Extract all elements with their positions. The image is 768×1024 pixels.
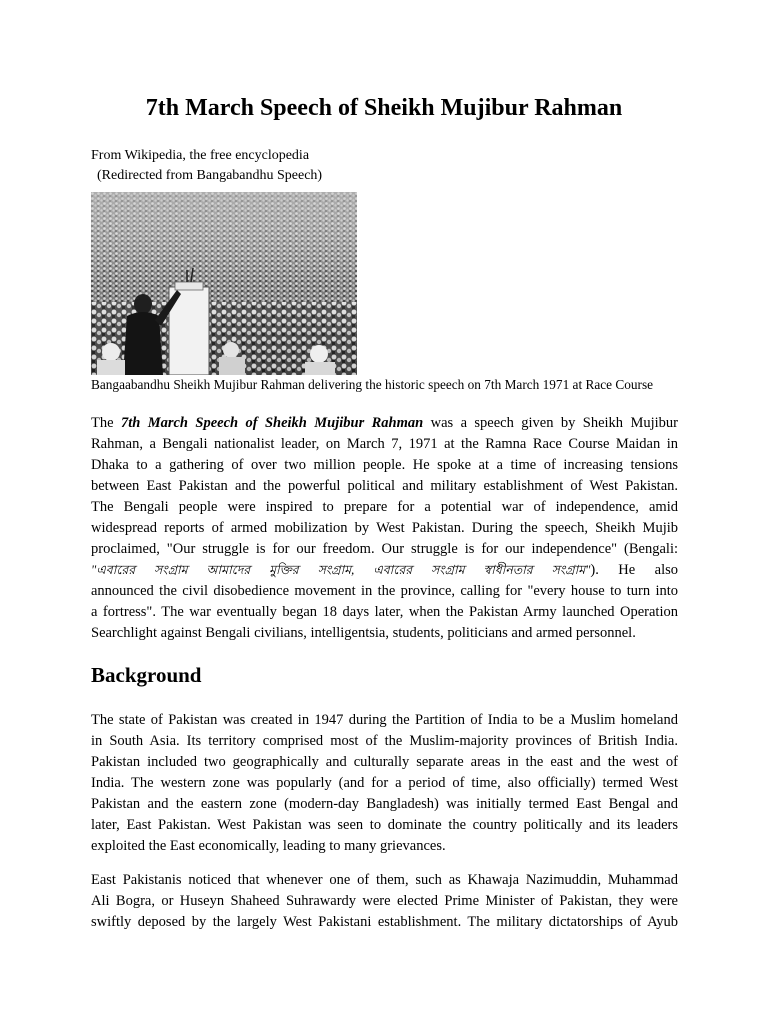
background-line: The state of Pakistan was created in 1947 during the Partition of India to be a Muslim homeland: [91, 712, 678, 728]
east-line: swiftly deposed by the largely West Pakistani establishment. The military dictatorships of Ayub: [91, 914, 678, 930]
intro-text: The: [91, 415, 121, 431]
intro-text: ). He also: [590, 562, 679, 578]
background-line: later, East Pakistan. West Pakistan was seen to dominate the country politically and its leaders: [91, 817, 678, 833]
intro-line: [91, 413, 678, 434]
east-line: East Pakistanis noticed that whenever one of them, such as Khawaja Nazimuddin, Muhammad: [91, 872, 678, 888]
background-paragraph: [91, 710, 678, 857]
intro-line: between East Pakistan and the powerful political and military establishment of West Pakistan.: [91, 478, 678, 494]
redirect-note: (Redirected from Bangabandhu Speech): [97, 168, 323, 183]
intro-text: was a speech given by Sheikh Mujibur: [423, 415, 678, 431]
intro-line: a fortress". The war eventually began 18 days later, when the Pakistan Army launched Operation: [91, 604, 678, 620]
intro-line: announced the civil disobedience movement in the province, calling for "every house to turn into: [91, 583, 678, 599]
intro-line: proclaimed, "Our struggle is for our freedom. Our struggle is for our independence" (Bengali:: [91, 541, 678, 557]
intro-paragraph: [91, 413, 678, 644]
source-note: From Wikipedia, the free encyclopedia: [91, 148, 310, 163]
intro-line: widespread reports of armed mobilization by West Pakistan. During the speech, Sheikh Mujib: [91, 520, 678, 536]
background-line: Pakistan included two geographically and culturally separate areas in the east and the west of: [91, 754, 678, 770]
intro-line: Searchlight against Bengali civilians, intelligentsia, students, politicians and armed personnel.: [91, 625, 636, 641]
background-line: Pakistan and the eastern zone (modern-day Bangladesh) was initially termed East Bengal and: [91, 796, 678, 812]
east-pakistan-paragraph: [91, 870, 678, 933]
intro-line: The Bengali people were inspired to prepare for a potential war of independence, amid: [91, 499, 678, 515]
background-line: in South Asia. Its territory comprised most of the Muslim-majority provinces of British India.: [91, 733, 678, 749]
page-title: 7th March Speech of Sheikh Mujibur Rahman: [145, 95, 623, 121]
speech-photo-image: [91, 192, 357, 375]
bengali-quote: "এবারের সংগ্রাম আমাদের মুক্তির সংগ্রাম, এবারের সংগ্রাম স্বাধীনতার সংগ্রাম": [91, 563, 591, 577]
photo-caption: Bangaabandhu Sheikh Mujibur Rahman delivering the historic speech on 7th March 1971 at Race Course: [91, 377, 654, 392]
intro-line: Dhaka to a gathering of over two million people. He spoke at a time of increasing tensions: [91, 457, 678, 473]
speech-name-emphasis: 7th March Speech of Sheikh Mujibur Rahman: [120, 415, 424, 431]
section-heading-background: Background: [91, 663, 202, 687]
intro-line: Rahman, a Bengali nationalist leader, on March 7, 1971 at the Ramna Race Course Maidan in: [91, 436, 678, 452]
east-line: Ali Bogra, or Huseyn Shaheed Suhrawardy were elected Prime Minister of Pakistan, they were: [91, 893, 678, 909]
background-line: India. The western zone was popularly (and for a period of time, also officially) termed West: [91, 775, 678, 791]
intro-line: [91, 560, 678, 581]
background-line: exploited the East economically, leading to many grievances.: [91, 838, 446, 854]
speech-photo: [91, 192, 357, 375]
